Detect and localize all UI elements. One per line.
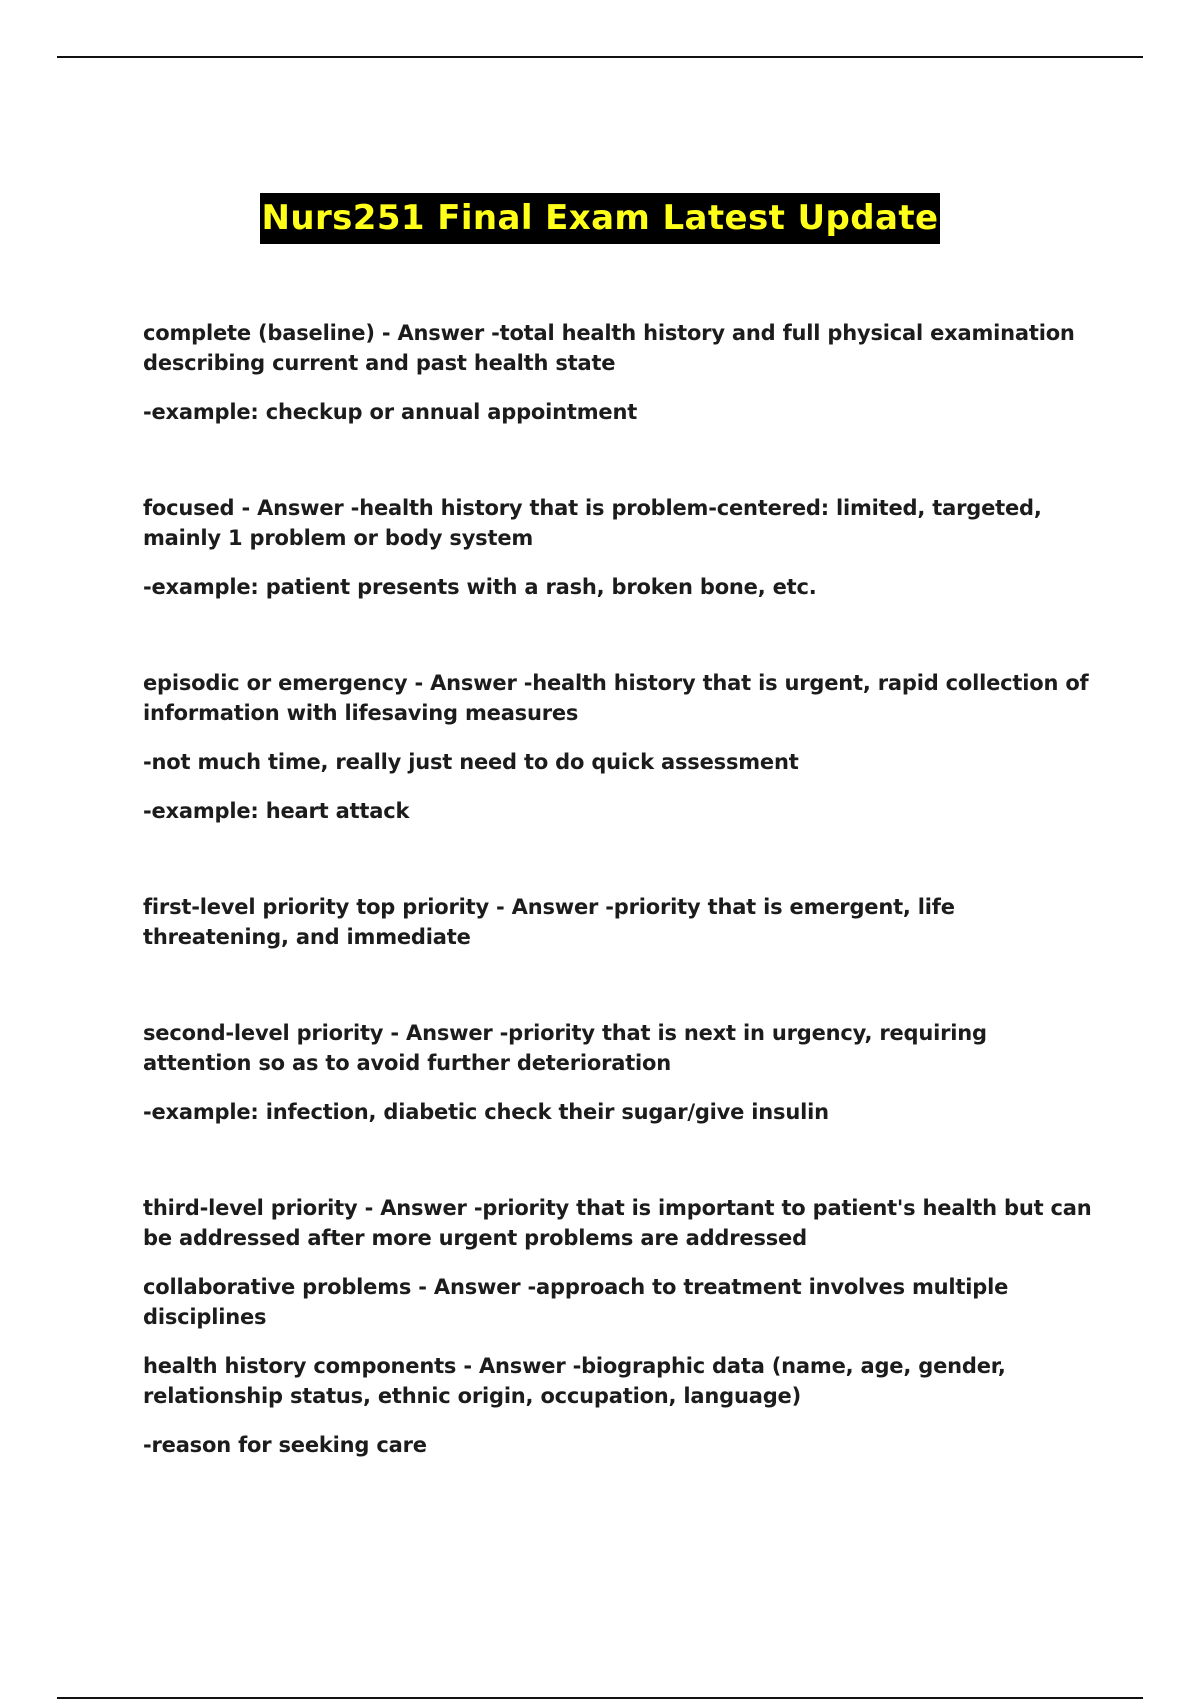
paragraph-third-level-priority: third-level priority - Answer -priority that is important to patient's health but can be addressed after more urgent problems are addressed (143, 1196, 1092, 1250)
paragraph-not-much-time: -not much time, really just need to do quick assessment (143, 750, 799, 774)
paragraph-example-heart-attack: -example: heart attack (143, 799, 410, 823)
paragraph-example-rash: -example: patient presents with a rash, broken bone, etc. (143, 575, 817, 599)
bottom-rule (57, 1697, 1143, 1699)
paragraph-complete-baseline: complete (baseline) - Answer -total health history and full physical examination describing current and past health state (143, 321, 1075, 375)
paragraph-episodic-emergency: episodic or emergency - Answer -health history that is urgent, rapid collection of information with lifesaving measures (143, 671, 1089, 725)
paragraph-example-infection: -example: infection, diabetic check their sugar/give insulin (143, 1100, 829, 1124)
top-rule (57, 56, 1143, 58)
paragraph-second-level-priority: second-level priority - Answer -priority that is next in urgency, requiring attention so as to avoid further deterioration (143, 1021, 987, 1075)
document-body (143, 318, 1093, 1460)
document-title: Nurs251 Final Exam Latest Update (260, 193, 941, 244)
paragraph-first-level-priority: first-level priority top priority - Answer -priority that is emergent, life threatening, and immediate (143, 895, 955, 949)
paragraph-focused: focused - Answer -health history that is problem-centered: limited, targeted, mainly 1 problem or body system (143, 496, 1042, 550)
paragraph-reason-for-seeking-care: -reason for seeking care (143, 1433, 427, 1457)
paragraph-example-checkup: -example: checkup or annual appointment (143, 400, 638, 424)
paragraph-collaborative-problems: collaborative problems - Answer -approach to treatment involves multiple disciplines (143, 1275, 1009, 1329)
paragraph-health-history-components: health history components - Answer -biographic data (name, age, gender, relationship status, ethnic origin, occupation, language) (143, 1354, 1006, 1408)
title-container (0, 193, 1200, 244)
